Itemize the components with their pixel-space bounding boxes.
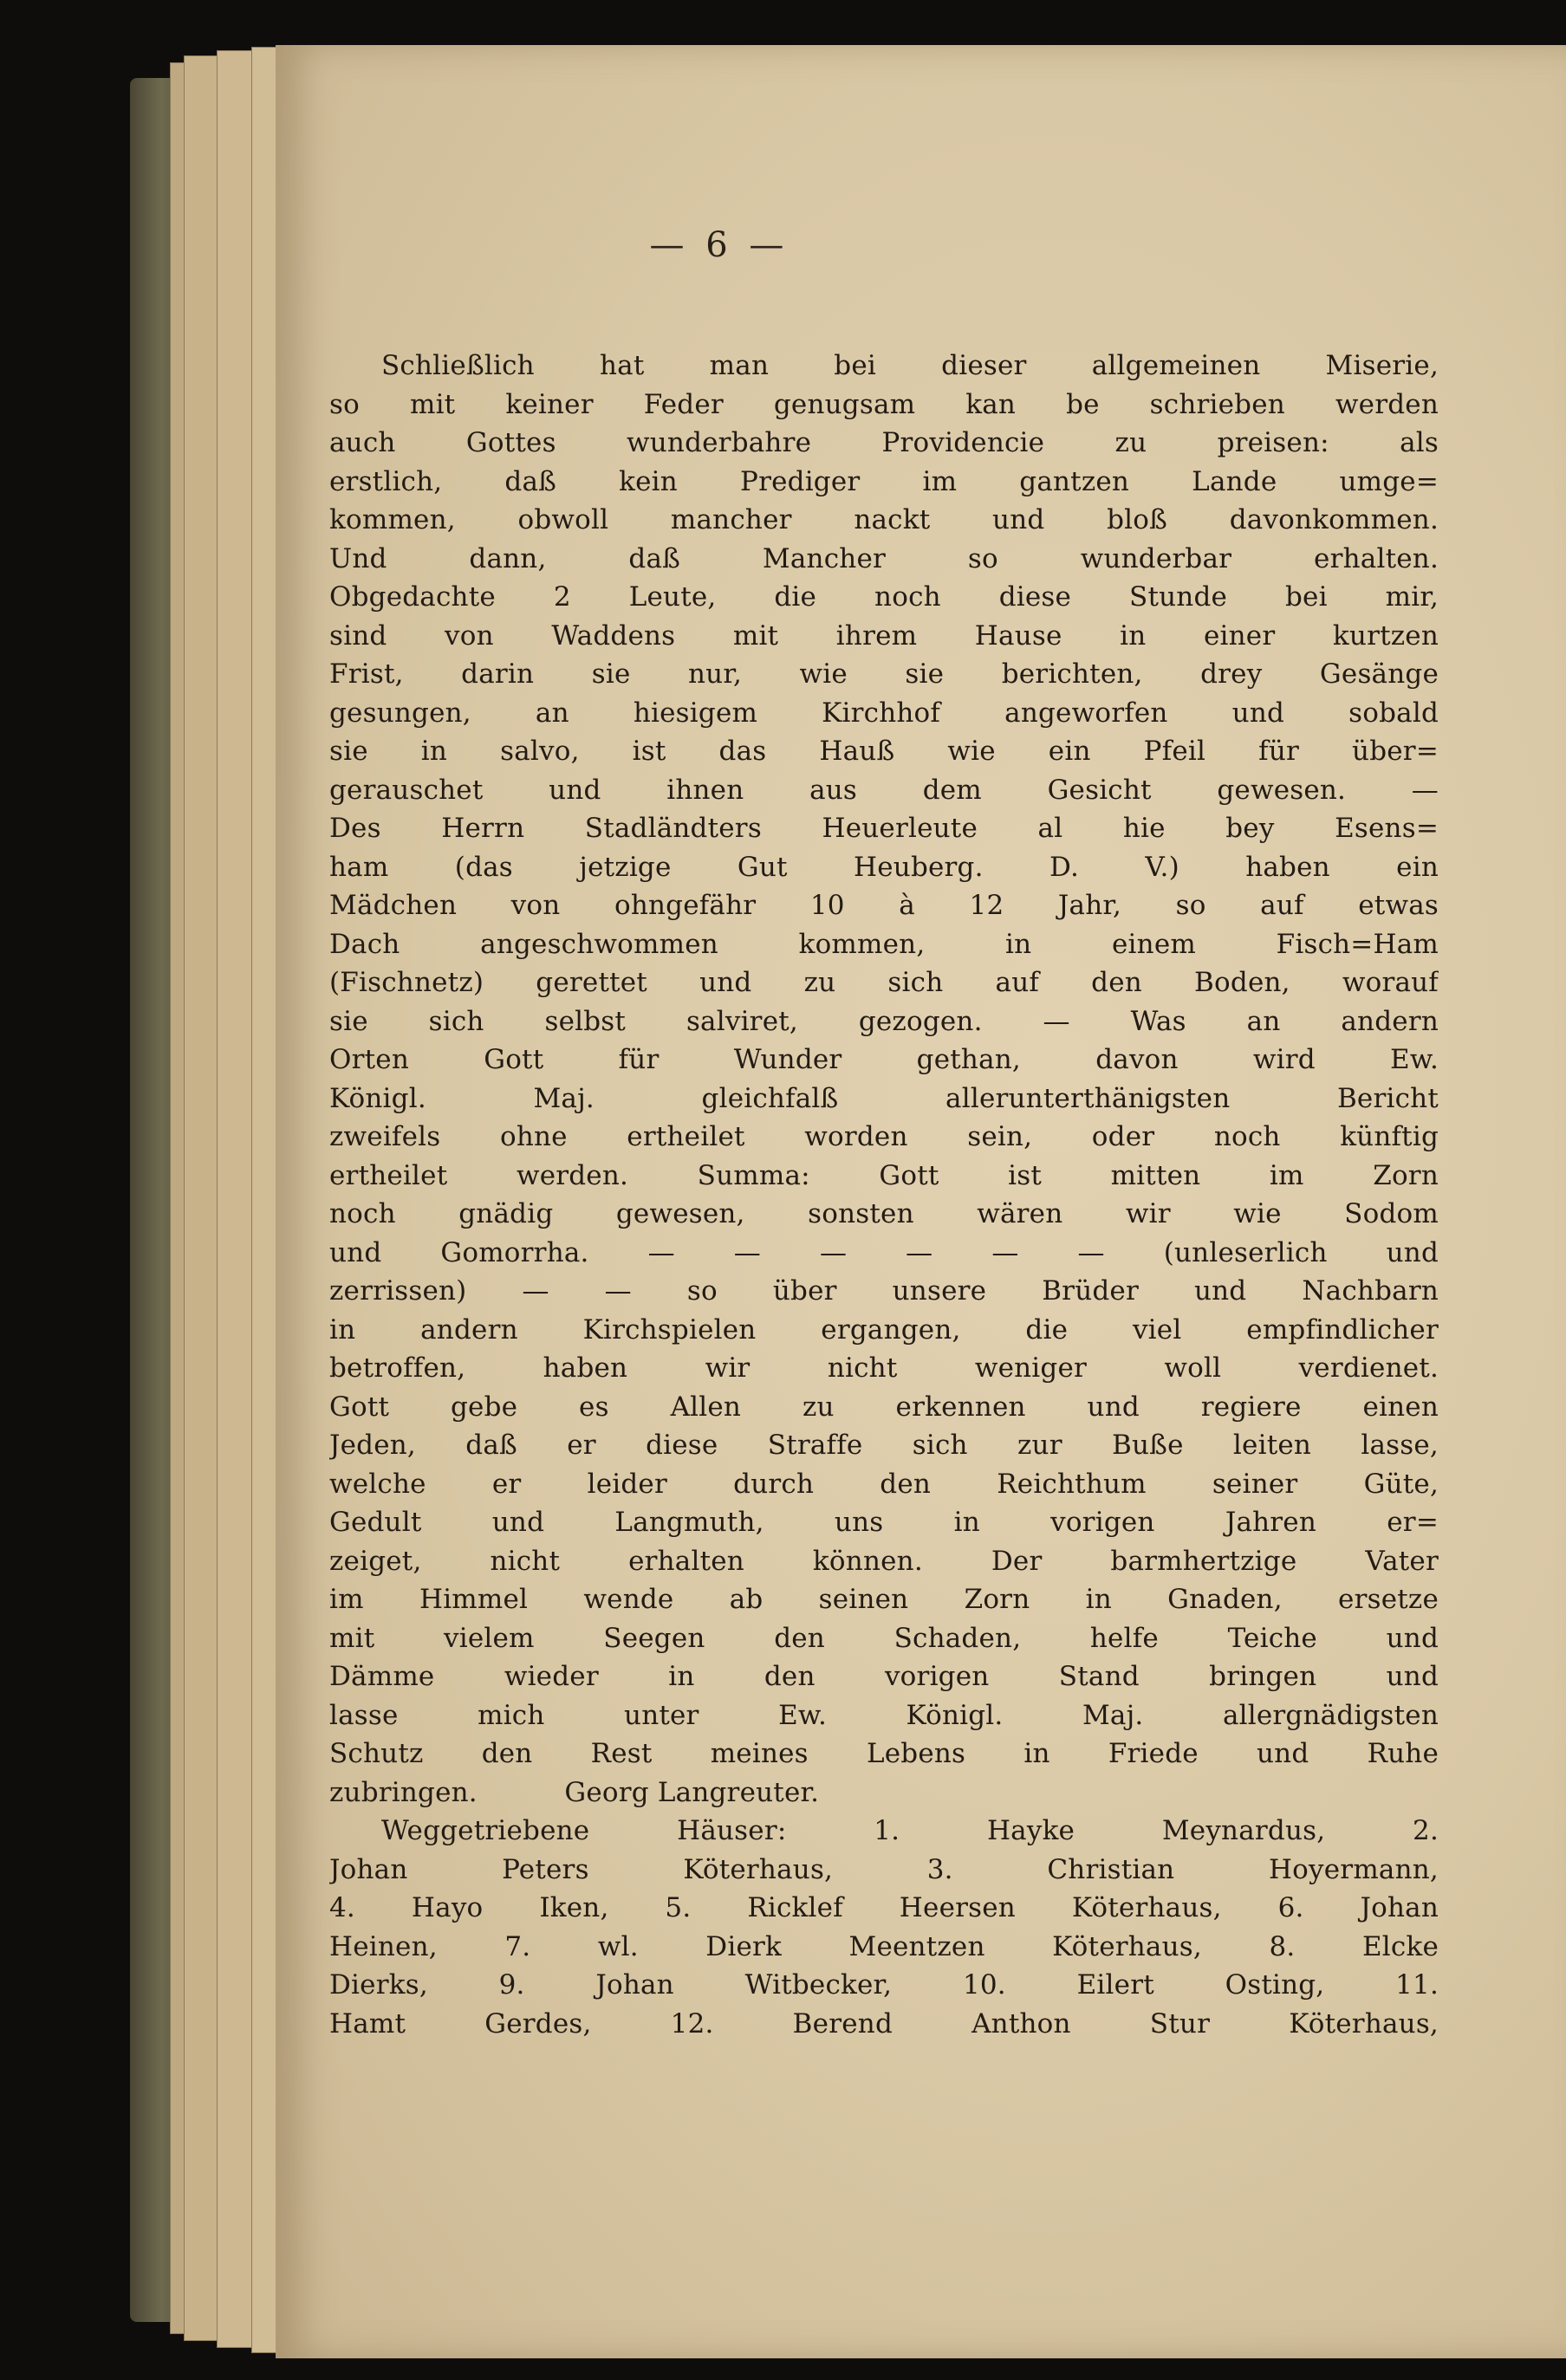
text-line: Johan Peters Köterhaus, 3. Christian Hoyermann, [329,1853,1439,1885]
text-line: und Gomorrha. — — — — — — (unleserlich und [329,1236,1439,1268]
text-line: noch gnädig gewesen, sonsten wären wir wie Sodom [329,1198,1439,1229]
text-line: Dach angeschwommen kommen, in einem Fisch=Ham [329,928,1439,960]
text-line: lasse mich unter Ew. Königl. Maj. allergnädigsten [329,1699,1439,1731]
text-line: mit vielem Seegen den Schaden, helfe Teiche und [329,1622,1439,1654]
text-line: Königl. Maj. gleichfalß allerunterthänigsten Bericht [329,1082,1439,1114]
text-line: sie in salvo, ist das Hauß wie ein Pfeil für über= [329,736,1439,767]
text-line: Schließlich hat man bei dieser allgemeinen Miserie, [381,350,1439,381]
text-line: Jeden, daß er diese Straffe sich zur Buße leiten lasse, [329,1430,1439,1461]
text-line: Dämme wieder in den vorigen Stand bringen und [329,1661,1439,1692]
text-line: Und dann, daß Mancher so wunderbar erhalten. [329,542,1439,574]
text-line: zerrissen) — — so über unsere Brüder und Nachbarn [329,1275,1439,1307]
text-line: betroffen, haben wir nicht weniger woll verdienet. [329,1352,1439,1384]
text-line: zweifels ohne ertheilet worden sein, oder noch künftig [329,1121,1439,1152]
body-text [329,347,1439,2043]
text-line: (Fischnetz) gerettet und zu sich auf den Boden, worauf [329,967,1439,998]
text-line: sind von Waddens mit ihrem Hause in einer kurtzen [329,619,1439,652]
text-line: Dierks, 9. Johan Witbecker, 10. Eilert Osting, 11. [329,1969,1439,2001]
text-line: im Himmel wende ab seinen Zorn in Gnaden, ersetze [329,1584,1439,1615]
text-line: Hamt Gerdes, 12. Berend Anthon Stur Köterhaus, [329,2007,1439,2040]
text-line: gesungen, an hiesigem Kirchhof angeworfen und sobald [329,697,1439,729]
text-line: Obgedachte 2 Leute, die noch diese Stunde bei mir, [329,581,1439,613]
page-number: — 6 — [649,225,789,265]
text-line: Mädchen von ohngefähr 10 à 12 Jahr, so auf etwas [329,890,1439,921]
text-line: Orten Gott für Wunder gethan, davon wird Ew. [329,1044,1439,1075]
text-line: Weggetriebene Häuser: 1. Hayke Meynardus, 2. [381,1815,1439,1846]
text-line: gerauschet und ihnen aus dem Gesicht gewesen. — [329,774,1439,806]
text-line: Schutz den Rest meines Lebens in Friede und Ruhe [329,1738,1439,1769]
text-line: ham (das jetzige Gut Heuberg. D. V.) haben ein [329,851,1439,883]
text-line: Heinen, 7. wl. Dierk Meentzen Köterhaus, 8. Elcke [329,1930,1439,1962]
text-line: welche er leider durch den Reichthum seiner Güte, [329,1468,1439,1500]
text-line: ertheilet werden. Summa: Gott ist mitten im Zorn [329,1159,1439,1191]
text-line: erstlich, daß kein Prediger im gantzen Lande umge= [329,465,1439,497]
text-line: Gedult und Langmuth, uns in vorigen Jahren er= [329,1507,1439,1538]
text-line: auch Gottes wunderbahre Providencie zu preisen: als [329,427,1439,458]
signature-line: zubringen. Georg Langreuter. [329,1776,820,1808]
text-line: Frist, darin sie nur, wie sie berichten, drey Gesänge [329,658,1439,690]
text-line: Des Herrn Stadländters Heuerleute al hie bey Esens= [329,813,1439,844]
text-line: so mit keiner Feder genugsam kan be schrieben werden [329,388,1439,420]
text-line: kommen, obwoll mancher nackt und bloß davonkommen. [329,504,1439,535]
text-line: sie sich selbst salviret, gezogen. — Was an andern [329,1005,1439,1037]
text-line: zeiget, nicht erhalten können. Der barmhertzige Vater [329,1545,1439,1577]
text-line: in andern Kirchspielen ergangen, die viel empfindlicher [329,1313,1439,1346]
text-line: 4. Hayo Iken, 5. Ricklef Heersen Köterhaus, 6. Johan [329,1892,1439,1923]
text-line: Gott gebe es Allen zu erkennen und regiere einen [329,1391,1439,1423]
